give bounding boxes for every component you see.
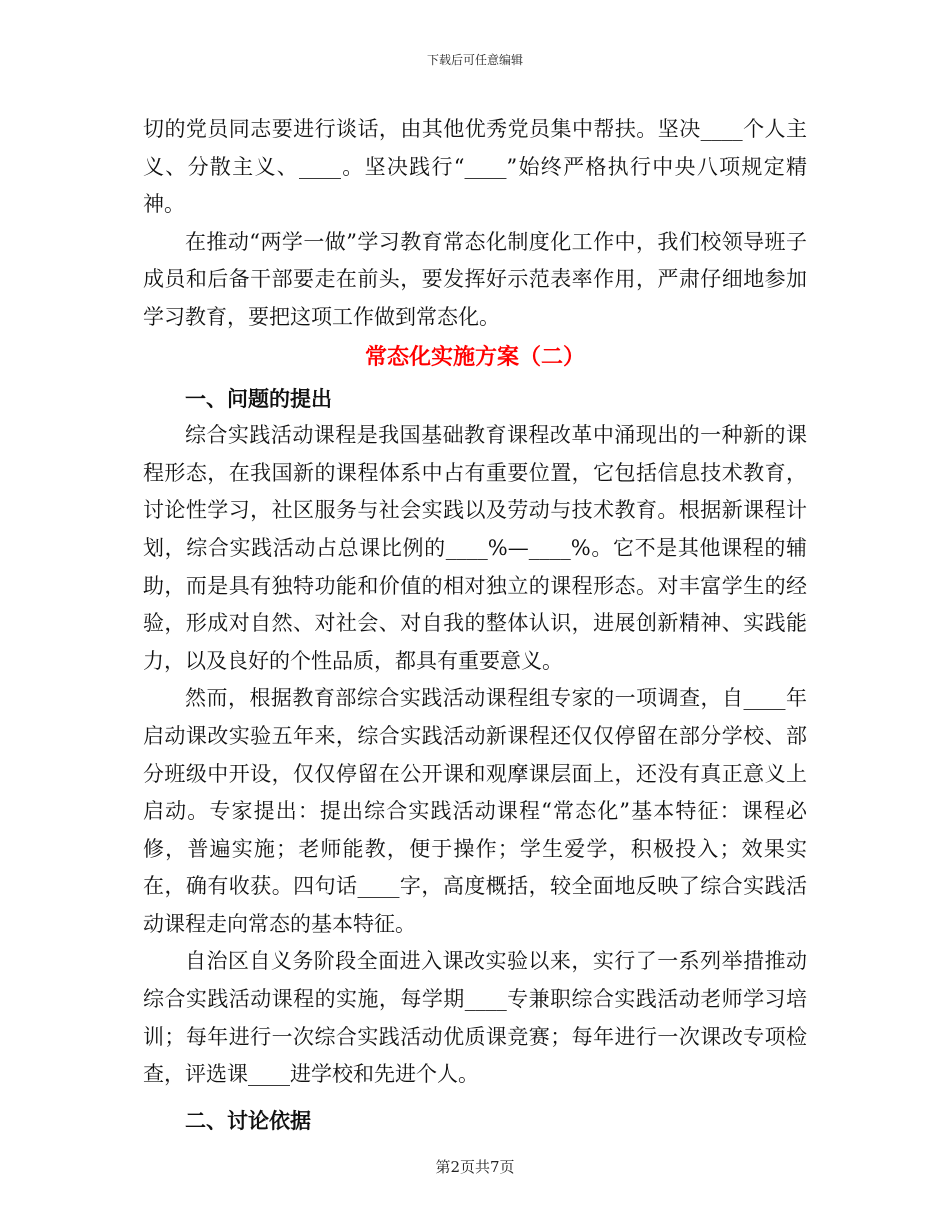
paragraph-region: 自治区自义务阶段全面进入课改实验以来，实行了一系列举措推动综合实践活动课程的实施，每学期____专兼职综合实践活动老师学习培训；每年进行一次综合实践活动优质课竞赛；每年进行一次课改专项检查，评选课____进学校和先进个人。 (143, 949, 807, 1087)
section-title: 常态化实施方案（二） (364, 343, 585, 370)
paragraph-continuation: 切的党员同志要进行谈话，由其他优秀党员集中帮扶。坚决____个人主义、分散主义、____。坚决践行“____”始终严格执行中央八项规定精神。 (143, 117, 807, 217)
section-heading-problem: 一、问题的提出 (185, 385, 332, 411)
page-footer: 第2页共7页 (435, 1158, 515, 1176)
page-header: 下载后可任意编辑 (426, 53, 523, 67)
document-body (143, 111, 807, 1139)
paragraph-course-form: 综合实践活动课程是我国基础教育课程改革中涌现出的一种新的课程形态，在我国新的课程体系中占有重要位置，它包括信息技术教育，讨论性学习，社区服务与社会实践以及劳动与技术教育。根据新课程计划，综合实践活动占总课比例的____%—____%。它不是其他课程的辅助，而是具有独特功能和价值的相对独立的课程形态。对丰富学生的经验，形成对自然、对社会、对自我的整体认识，进展创新精神、实践能力，以及良好的个性品质，都具有重要意义。 (143, 423, 807, 673)
paragraph-leaders: 在推动“两学一做”学习教育常态化制度化工作中，我们校领导班子成员和后备干部要走在前头，要发挥好示范表率作用，严肃仔细地参加学习教育，要把这项工作做到常态化。 (143, 229, 807, 329)
paragraph-survey: 然而，根据教育部综合实践活动课程组专家的一项调查，自____年启动课改实验五年来，综合实践活动新课程还仅仅停留在部分学校、部分班级中开设，仅仅停留在公开课和观摩课层面上，还没有真正意义上启动。专家提出：提出综合实践活动课程“常态化”基本特征：课程必修，普遍实施；老师能教，便于操作；学生爱学，积极投入；效果实在，确有收获。四句话____字，高度概括，较全面地反映了综合实践活动课程走向常态的基本特征。 (143, 686, 807, 936)
section-heading-basis: 二、讨论依据 (185, 1107, 311, 1133)
